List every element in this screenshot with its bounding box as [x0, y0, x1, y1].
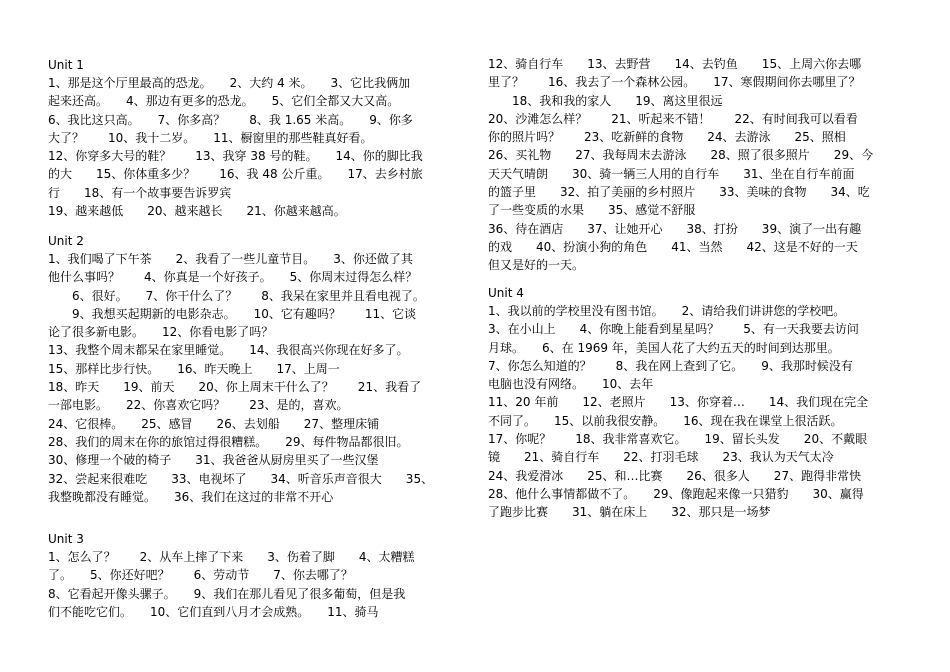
text-line: 行 18、有一个故事要告诉罗宾	[48, 185, 232, 200]
text-line: 的大 15、你体重多少？ 16、我 48 公斤重。 17、去乡村旅	[48, 167, 423, 182]
text-line: 24、我爱滑冰 25、和…比赛 26、很多人 27、跑得非常快	[488, 468, 862, 483]
text-line: 12、骑自行车 13、去野营 14、去钓鱼 15、上周六你去哪	[488, 57, 862, 71]
text-line: 19、越来越低 20、越来越长 21、你越来越高。	[48, 204, 346, 219]
text-line: 8、它看起开像头骡子。 9、我们在那儿看见了很多葡萄，但是我	[48, 586, 406, 601]
unit-4-section	[488, 284, 904, 522]
text-line: 镜 21、骑自行车 22、打羽毛球 23、我认为天气太冷	[488, 450, 834, 465]
unit-title: Unit 1	[48, 58, 84, 72]
text-line: 12、你穿多大号的鞋？ 13、我穿 38 号的鞋。 14、你的脚比我	[48, 149, 423, 164]
text-line: 但又是好的一天。	[488, 258, 585, 273]
text-line: 32、尝起来很难吃 33、电视坏了 34、听音乐声音很大 35、	[48, 471, 434, 486]
unit-3-section	[48, 530, 466, 621]
text-line: 17、你呢？ 18、我非常喜欢它。 19、留长头发 20、不戴眼	[488, 432, 868, 447]
unit-3-continuation	[488, 55, 904, 275]
text-line: 6、我比这只高。 7、你多高？ 8、我 1.65 米高。 9、你多	[48, 112, 413, 127]
text-line: 论了很多新电影。 12、你看电影了吗？	[48, 325, 274, 340]
text-line: 26、买礼物 27、我每周末去游泳 28、照了很多照片 29、今	[488, 148, 874, 163]
text-line: 1、那是这个厅里最高的恐龙。 2、大约 4 米。 3、它比我俩加	[48, 76, 411, 90]
text-line: 15、那样比步行快。 16、昨天晚上 17、上周一	[48, 361, 340, 376]
text-line: 一部电影。 22、你喜欢它吗？ 23、是的，喜欢。	[48, 398, 349, 413]
text-line: 电脑也没有网络。 10、去年	[488, 377, 654, 392]
text-line: 我整晚都没有睡觉。 36、我们在这过的非常不开心	[48, 489, 334, 504]
text-line: 里了？ 16、我去了一个森林公园。 17、寒假期间你去哪里了？	[488, 75, 861, 90]
text-line: 1、我们喝了下午茶 2、我看了一些儿童节目。 3、你还做了其	[48, 252, 413, 266]
text-line: 24、它很棒。 25、感冒 26、去划船 27、整理床铺	[48, 416, 380, 431]
text-line: 你的照片吗？ 23、吃新鲜的食物 24、去游泳 25、照相	[488, 130, 846, 145]
text-line: 30、修理一个破的椅子 31、我爸爸从厨房里买了一些汉堡	[48, 453, 379, 468]
text-line: 起来还高。 4、那边有更多的恐龙。 5、它们全都又大又高。	[48, 94, 400, 109]
text-line: 18、昨天 19、前天 20、你上周末干什么了？ 21、我看了	[48, 380, 422, 395]
text-line: 们不能吃它们。 10、它们直到八月才会成熟。 11、骑马	[48, 604, 379, 619]
text-line: 大了？ 10、我十二岁。 11、橱窗里的那些鞋真好看。	[48, 130, 373, 145]
text-line: 3、在小山上 4、你晚上能看到星星吗？ 5、有一天我要去访问	[488, 322, 859, 337]
text-line: 13、我整个周末都呆在家里睡觉。 14、我很高兴你现在好多了。	[48, 343, 409, 358]
text-line: 了一些变质的水果 35、感觉不舒服	[488, 203, 696, 218]
text-line: 28、我们的周末在你的旅馆过得很糟糕。 29、每件物品都很旧。	[48, 434, 409, 449]
unit-title: Unit 2	[48, 234, 84, 248]
text-line: 了跑步比赛 31、躺在床上 32、那只是一场梦	[488, 505, 771, 520]
text-line: 18、我和我的家人 19、离这里很远	[488, 93, 723, 108]
text-line: 月球。 6、在 1969 年，美国人花了大约五天的时间到达那里。	[488, 340, 840, 355]
text-line: 他什么事吗？ 4、你真是一个好孩子。 5、你周末过得怎么样？	[48, 270, 418, 285]
text-line: 9、我想买起期新的电影杂志。 10、它有趣吗？ 11、它谈	[48, 306, 417, 321]
text-line: 天天气晴朗 30、骑一辆三人用的自行车 31、坐在自行车前面	[488, 166, 855, 181]
unit-2-section	[48, 232, 466, 506]
text-line: 7、你怎么知道的？ 8、我在网上查到了它。 9、我那时候没有	[488, 358, 853, 373]
text-line: 36、待在酒店 37、让她开心 38、打扮 39、演了一出有趣	[488, 221, 862, 236]
text-line: 不同了。 15、以前我很安静。 16、现在我在课堂上很活跃。	[488, 413, 843, 428]
text-line: 1、我以前的学校里没有图书馆。 2、请给我们讲讲您的学校吧。	[488, 304, 846, 318]
unit-title: Unit 4	[488, 286, 524, 300]
text-line: 1、怎么了？ 2、从车上摔了下来 3、伤着了脚 4、太糟糕	[48, 550, 415, 564]
text-line: 6、很好。 7、你干什么了？ 8、我呆在家里并且看电视了。	[48, 288, 425, 303]
text-line: 了。 5、你还好吧？ 6、劳动节 7、你去哪了？	[48, 568, 353, 583]
text-line: 28、他什么事情都做不了。 29、像跑起来像一只猎豹 30、赢得	[488, 486, 864, 501]
text-line: 的戏 40、扮演小狗的角色 41、当然 42、这是不好的一天	[488, 239, 858, 254]
unit-1-section	[48, 56, 466, 220]
unit-title: Unit 3	[48, 532, 84, 546]
text-line: 的篮子里 32、拍了美丽的乡村照片 33、美味的食物 34、吃	[488, 185, 870, 200]
text-line: 20、沙滩怎么样？ 21、听起来不错！ 22、有时间我可以看看	[488, 111, 858, 126]
text-line: 11、20 年前 12、老照片 13、你穿着… 14、我们现在完全	[488, 395, 869, 410]
